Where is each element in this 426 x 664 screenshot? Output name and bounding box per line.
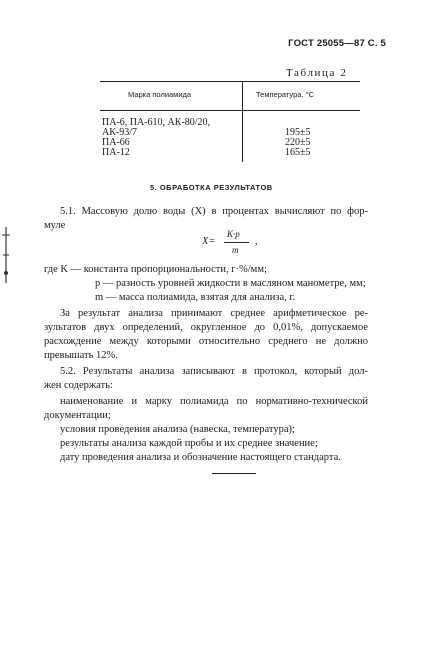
protocol-item: условия проведения анализа (навеска, температура); (60, 424, 295, 435)
table-row-temperature: 195±5 (285, 127, 311, 138)
where-m: m — масса полиамида, взятая для анализа, г. (95, 292, 296, 303)
para-5-1-line: 5.1. Массовую долю воды (X) в процентах вычисляют по фор- (60, 206, 368, 217)
table-row-grade: АК-93/7 (102, 127, 137, 138)
table-row-temperature: 165±5 (285, 147, 311, 158)
para-5-2-line: 5.2. Результаты анализа записывают в протокол, который дол- (60, 366, 368, 377)
table-top-rule (100, 81, 360, 82)
table-header-grade: Марка полиамида (128, 90, 192, 99)
result-line: превышать 12%. (44, 350, 118, 361)
protocol-item: наименование и марку полиамида по нормативно-технической (60, 396, 368, 407)
result-line: расхождение между которыми относительно среднего не должно (44, 336, 368, 347)
table-body-divider (242, 110, 243, 162)
para-5-1-line: муле (44, 220, 66, 231)
table-header-rule (100, 110, 360, 111)
formula-comma: , (255, 236, 258, 247)
where-p: p — разность уровней жидкости в масляном манометре, мм; (95, 278, 366, 289)
table-row-temperature: 220±5 (285, 137, 311, 148)
result-line: За результат анализа принимают среднее арифметическое ре- (60, 308, 368, 319)
protocol-item: результаты анализа каждой пробы и их среднее значение; (60, 438, 318, 449)
table-header-temperature: Температура, °С (256, 90, 315, 99)
protocol-item: документации; (44, 410, 111, 421)
page-header-standard: ГОСТ 25055—87 С. 5 (288, 38, 386, 49)
formula-numerator: K·p (227, 229, 240, 239)
where-k: где K — константа пропорциональности, г·%/мм; (44, 264, 267, 275)
para-5-2-line: жен содержать: (44, 380, 113, 391)
result-line: зультатов двух определений, округленное до 0,01%, допускаемое (44, 322, 368, 333)
table-row-grade: ПА-66 (102, 137, 130, 148)
formula-fraction-bar (224, 242, 249, 243)
protocol-item: дату проведения анализа и обозначение настоящего стандарта. (60, 452, 341, 463)
formula-lhs: X= (202, 236, 216, 247)
table-caption: Таблица 2 (286, 67, 348, 79)
table-row-grade: ПА-12 (102, 147, 130, 158)
formula-denominator: m (232, 245, 239, 255)
table-row-grade: ПА-6, ПА-610, АК-80/20, (102, 117, 211, 128)
binding-mark-icon (0, 225, 12, 285)
end-separator (212, 473, 256, 474)
table-header-divider (242, 81, 243, 110)
section-title: 5. ОБРАБОТКА РЕЗУЛЬТАТОВ (150, 183, 273, 192)
